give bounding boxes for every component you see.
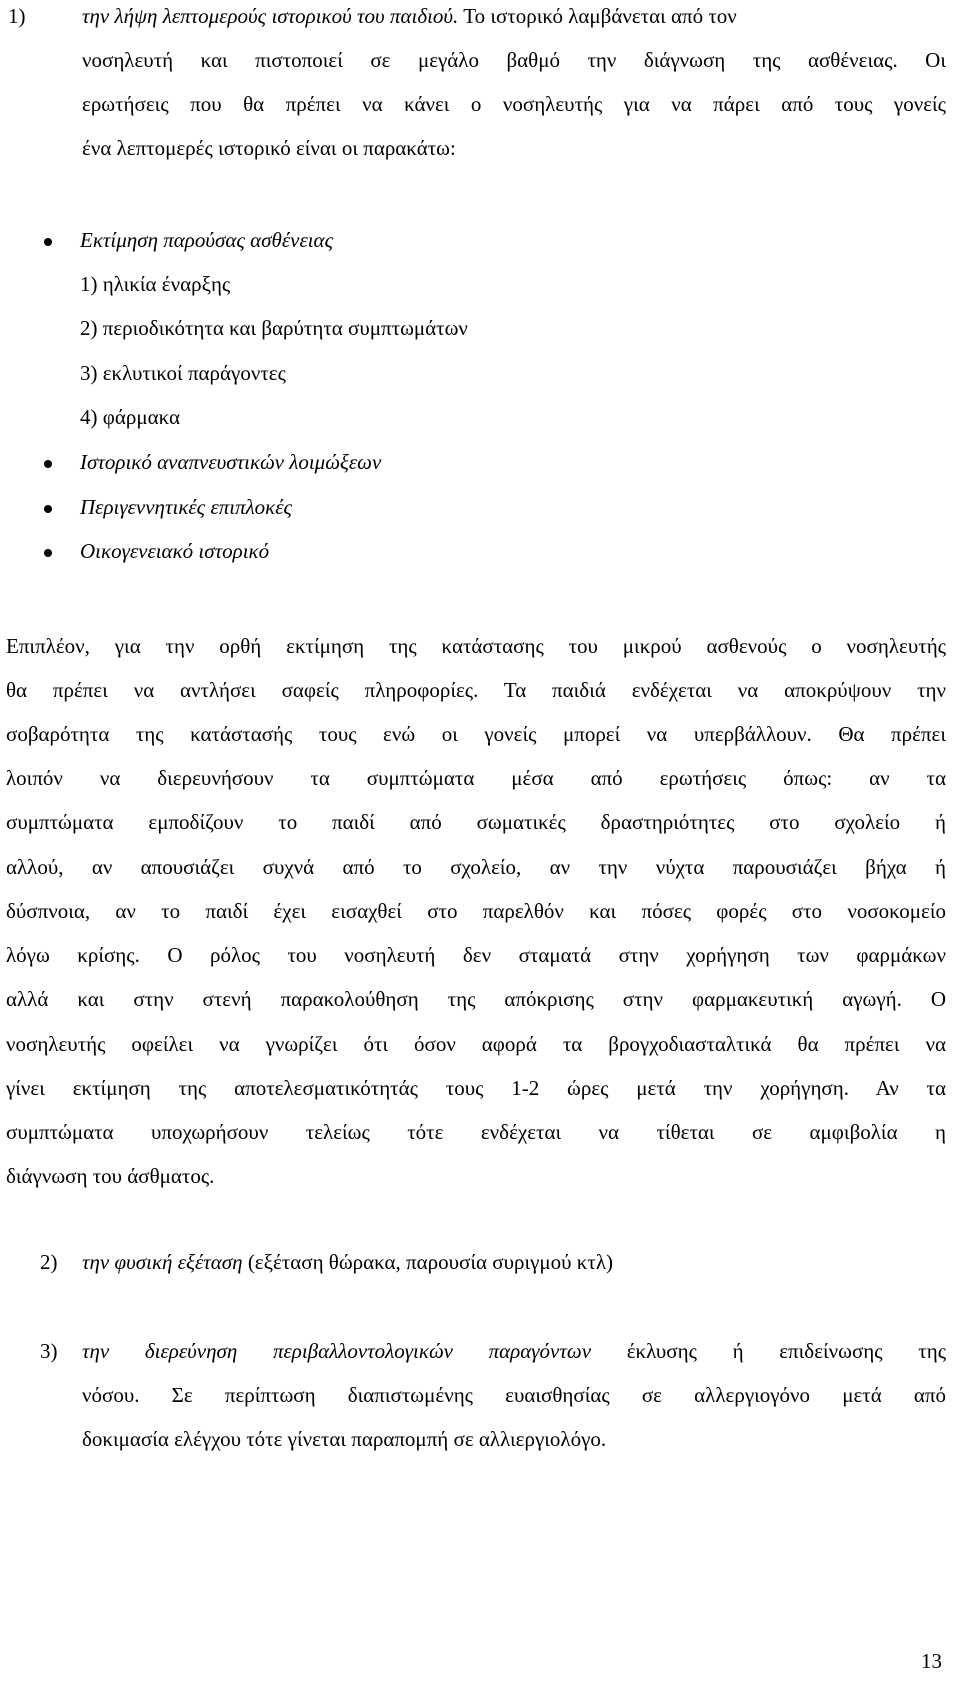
item-1-line-0: Το ιστορικό λαμβάνεται από τον: [463, 4, 737, 28]
item-2-line: [82, 1252, 613, 1273]
paragraph-line-1: θα πρέπει να αντλήσει σαφείς πληροφορίες. Τα παιδιά ενδέχεται να αποκρύψουν την: [6, 678, 946, 702]
bullet-dot-icon: [44, 549, 52, 557]
paragraph-line-4: συμπτώματα εμποδίζουν το παιδί από σωματικές δραστηριότητες στο σχολείο ή: [6, 810, 946, 834]
item-1-number: 1): [8, 4, 26, 28]
item-1-line-2: ερωτήσεις που θα πρέπει να κάνει ο νοσηλευτής για να πάρει από τους γονείς: [82, 92, 946, 116]
paragraph-line-0: Επιπλέον, για την ορθή εκτίμηση της κατάστασης του μικρού ασθενούς ο νοσηλευτής: [6, 634, 946, 658]
paragraph-line-12: διάγνωση του άσθματος.: [6, 1164, 215, 1188]
bullet-item-3-title: Οικογενειακό ιστορικό: [80, 539, 270, 563]
item-1-first-line: [82, 6, 946, 27]
item-2-number: 2): [40, 1250, 58, 1274]
bullet-dot-icon: [44, 238, 52, 246]
item-1-line-3: ένα λεπτομερές ιστορικό είναι οι παρακάτω:: [82, 136, 456, 160]
item-3-first-line: [82, 1341, 946, 1362]
bullet-item-0-sub-0: 1) ηλικία έναρξης: [80, 272, 231, 296]
bullet-item-0-sub-2: 3) εκλυτικοί παράγοντες: [80, 361, 286, 385]
item-3-rest: έκλυσης ή επιδείνωσης της: [626, 1339, 947, 1363]
bullet-dot-icon: [44, 460, 52, 468]
paragraph-line-10: γίνει εκτίμηση της αποτελεσματικότητάς τους 1-2 ώρες μετά την χορήγηση. Αν τα: [6, 1076, 946, 1100]
paragraph-line-7: λόγω κρίσης. Ο ρόλος του νοσηλευτή δεν σταματά στην χορήγηση των φαρμάκων: [6, 943, 946, 967]
bullet-item-0-sub-1: 2) περιοδικότητα και βαρύτητα συμπτωμάτων: [80, 316, 468, 340]
page-number: 13: [921, 1649, 942, 1673]
paragraph-line-8: αλλά και στην στενή παρακολούθηση της απόκρισης στην φαρμακευτική αγωγή. Ο: [6, 987, 946, 1011]
bullet-item-1-title: Ιστορικό αναπνευστικών λοιμώξεων: [80, 450, 382, 474]
item-2-title: την φυσική εξέταση: [82, 1250, 243, 1274]
paragraph-line-11: συμπτώματα υποχωρήσουν τελείως τότε ενδέχεται να τίθεται σε αμφιβολία η: [6, 1120, 946, 1144]
item-3-number: 3): [40, 1339, 58, 1363]
item-1-line-1: νοσηλευτή και πιστοποιεί σε μεγάλο βαθμό την διάγνωση της ασθένειας. Οι: [82, 48, 946, 72]
bullet-item-2-title: Περιγεννητικές επιπλοκές: [80, 495, 293, 519]
item-3-line-0: νόσου. Σε περίπτωση διαπιστωμένης ευαισθησίας σε αλλεργιογόνο μετά από: [82, 1383, 946, 1407]
paragraph-line-9: νοσηλευτής οφείλει να γνωρίζει ότι όσον αφορά τα βρογχοδιασταλτικά θα πρέπει να: [6, 1032, 946, 1056]
bullet-item-0-title: Εκτίμηση παρούσας ασθένειας: [80, 228, 334, 252]
bullet-dot-icon: [44, 505, 52, 513]
paragraph-line-5: αλλού, αν απουσιάζει συχνά από το σχολείο, αν την νύχτα παρουσιάζει βήχα ή: [6, 855, 946, 879]
item-3-line-1: δοκιμασία ελέγχου τότε γίνεται παραπομπή σε αλλιεργιολόγο.: [82, 1427, 607, 1451]
paragraph-line-6: δύσπνοια, αν το παιδί έχει εισαχθεί στο παρελθόν και πόσες φορές στο νοσοκομείο: [6, 899, 946, 923]
bullet-item-0-sub-3: 4) φάρμακα: [80, 405, 181, 429]
paragraph-line-3: λοιπόν να διερευνήσουν τα συμπτώματα μέσα από ερωτήσεις όπως: αν τα: [6, 766, 946, 790]
item-1-title: την λήψη λεπτομερούς ιστορικού του παιδιού.: [82, 4, 459, 28]
paragraph-line-2: σοβαρότητα της κατάστασής τους ενώ οι γονείς μπορεί να υπερβάλλουν. Θα πρέπει: [6, 722, 946, 746]
item-2-rest: (εξέταση θώρακα, παρουσία συριγμού κτλ): [247, 1250, 613, 1274]
item-3-title: την διερεύνηση περιβαλλοντολογικών παραγόντων: [82, 1339, 592, 1363]
